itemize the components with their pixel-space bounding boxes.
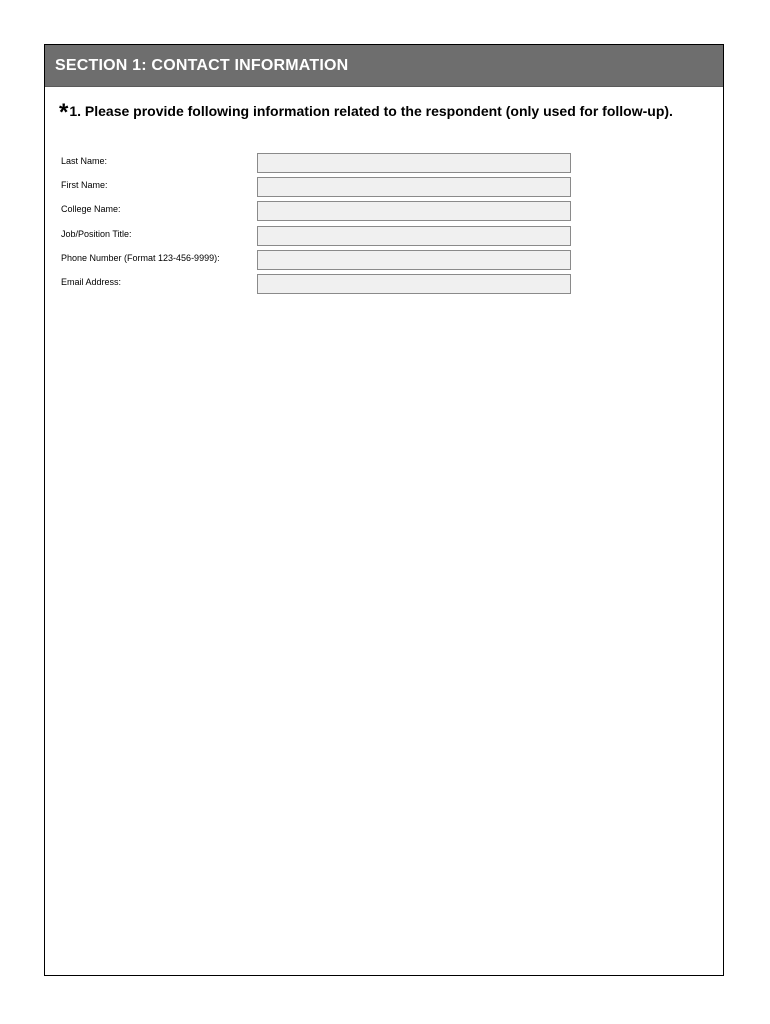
last-name-input[interactable] xyxy=(257,153,571,173)
section-title: SECTION 1: CONTACT INFORMATION xyxy=(55,56,349,74)
college-name-label: College Name: xyxy=(61,204,121,214)
first-name-input[interactable] xyxy=(257,177,571,197)
field-row-last-name xyxy=(61,153,581,173)
email-address-label: Email Address: xyxy=(61,277,122,287)
field-row-email-address xyxy=(61,274,581,294)
job-title-label: Job/Position Title: xyxy=(61,229,132,239)
survey-page xyxy=(44,44,724,976)
job-title-input[interactable] xyxy=(257,226,571,246)
required-asterisk-icon: * xyxy=(59,99,69,126)
phone-number-input[interactable] xyxy=(257,250,571,270)
email-address-input[interactable] xyxy=(257,274,571,294)
field-row-job-title xyxy=(61,226,581,246)
section-header xyxy=(45,45,723,87)
field-row-college-name xyxy=(61,201,581,221)
field-row-first-name xyxy=(61,177,581,197)
phone-number-label: Phone Number (Format 123-456-9999): xyxy=(61,253,220,263)
question-heading xyxy=(59,99,709,125)
first-name-label: First Name: xyxy=(61,180,108,190)
college-name-input[interactable] xyxy=(257,201,571,221)
field-row-phone-number xyxy=(61,250,581,270)
question-text: 1. Please provide following information related to the respondent (only used for follow-up). xyxy=(69,103,673,119)
last-name-label: Last Name: xyxy=(61,156,108,166)
